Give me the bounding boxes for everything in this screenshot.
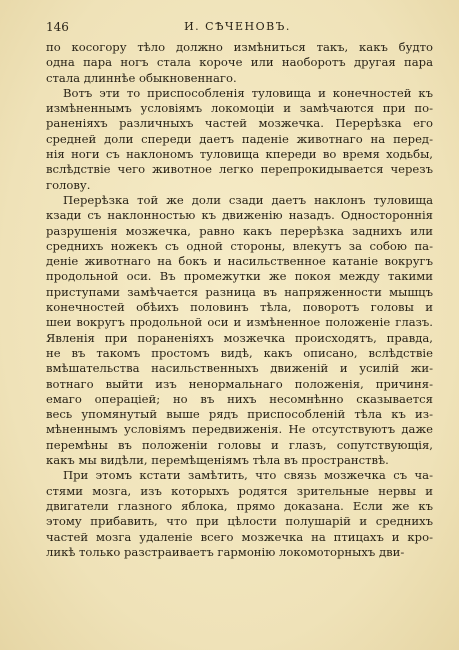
text-line: вотнаго выйти изъ ненормальнаго положенія, причиня- [46,376,433,391]
paragraph [46,468,433,560]
text-line: стала длиннѣе обыкновеннаго. [46,70,237,85]
page-number: 146 [46,20,69,34]
text-line: какъ мы видѣли, перемѣщеніямъ тѣла въ пространствѣ. [46,453,389,468]
text-line: одна пара ногъ стала короче или наоборотъ другая пара [46,55,433,70]
text-line: этому прибавить, что при цѣлости полушарій и среднихъ [46,514,433,529]
text-line: двигатели глазного яблока, прямо доказана. Если же къ [46,498,433,513]
text-line: приступами замѣчается разница въ напряженности мышцъ [46,284,433,299]
body-text [46,40,433,560]
text-line: шеи вокругъ продольной оси и измѣненное положеніе глазъ. [46,315,433,330]
text-line: Вотъ эти то приспособленія туловища и конечностей къ [63,85,433,100]
text-line: мѣненнымъ условіямъ передвиженія. Не отсутствуютъ даже [46,422,433,437]
text-line: вслѣдствіе чего животное легко перепрокидывается черезъ [46,162,433,177]
text-line: частей мозга удаленіе всего мозжечка на птицахъ и кро- [46,529,433,544]
text-line: кзади съ наклонностью къ движенію назадъ. Одностороннія [46,208,433,223]
text-line: не въ такомъ простомъ видѣ, какъ описано, вслѣдствіе [46,345,433,360]
text-line: измѣненнымъ условіямъ локомоціи и замѣчаются при по- [46,101,433,116]
paragraph [46,40,433,86]
text-line: среднихъ ножекъ съ одной стороны, влекутъ за собою па- [46,238,433,253]
text-line: емаго операціей; но въ нихъ несомнѣнно сказывается [46,391,433,406]
text-line: средней доли спереди даетъ паденіе животнаго на перед- [46,131,433,146]
text-line: продольной оси. Въ промежутки же покоя между такими [46,269,433,284]
page-header [46,19,429,35]
text-line: разрушенія мозжечка, равно какъ перерѣзка заднихъ или [46,223,433,238]
text-line: Перерѣзка той же доли сзади даетъ наклонъ туловища [63,192,433,207]
running-head: И. СѢЧЕНОВЪ. [184,20,291,33]
paragraph [46,86,433,193]
text-line: нія ноги съ наклономъ туловища кпереди во время ходьбы, [46,147,433,162]
text-line: голову. [46,177,91,192]
paragraph [46,193,433,468]
text-line: конечностей обѣихъ половинъ тѣла, поворотъ головы и [46,300,433,315]
text-line: раненіяхъ различныхъ частей мозжечка. Перерѣзка его [46,116,433,131]
text-line: Явленія при пораненіяхъ мозжечка происходятъ, правда, [46,330,433,345]
text-line: по косогору тѣло должно измѣниться такъ, какъ будто [46,40,433,54]
text-line: весь упомянутый выше рядъ приспособленій тѣла къ из- [46,407,433,422]
text-line: стями мозга, изъ которыхъ родятся зрительные нервы и [46,483,433,498]
text-line: деніе животнаго на бокъ и насильственное катаніе вокругъ [46,254,433,269]
text-line: ликѣ только разстраиваетъ гармонію локомоторныхъ дви- [46,544,405,559]
text-line: перемѣны въ положеніи головы и глазъ, сопутствующія, [46,437,433,452]
text-line: вмѣшательства насильственныхъ движеній и усилій жи- [46,361,433,376]
text-line: При этомъ кстати замѣтить, что связь мозжечка съ ча- [63,468,433,483]
